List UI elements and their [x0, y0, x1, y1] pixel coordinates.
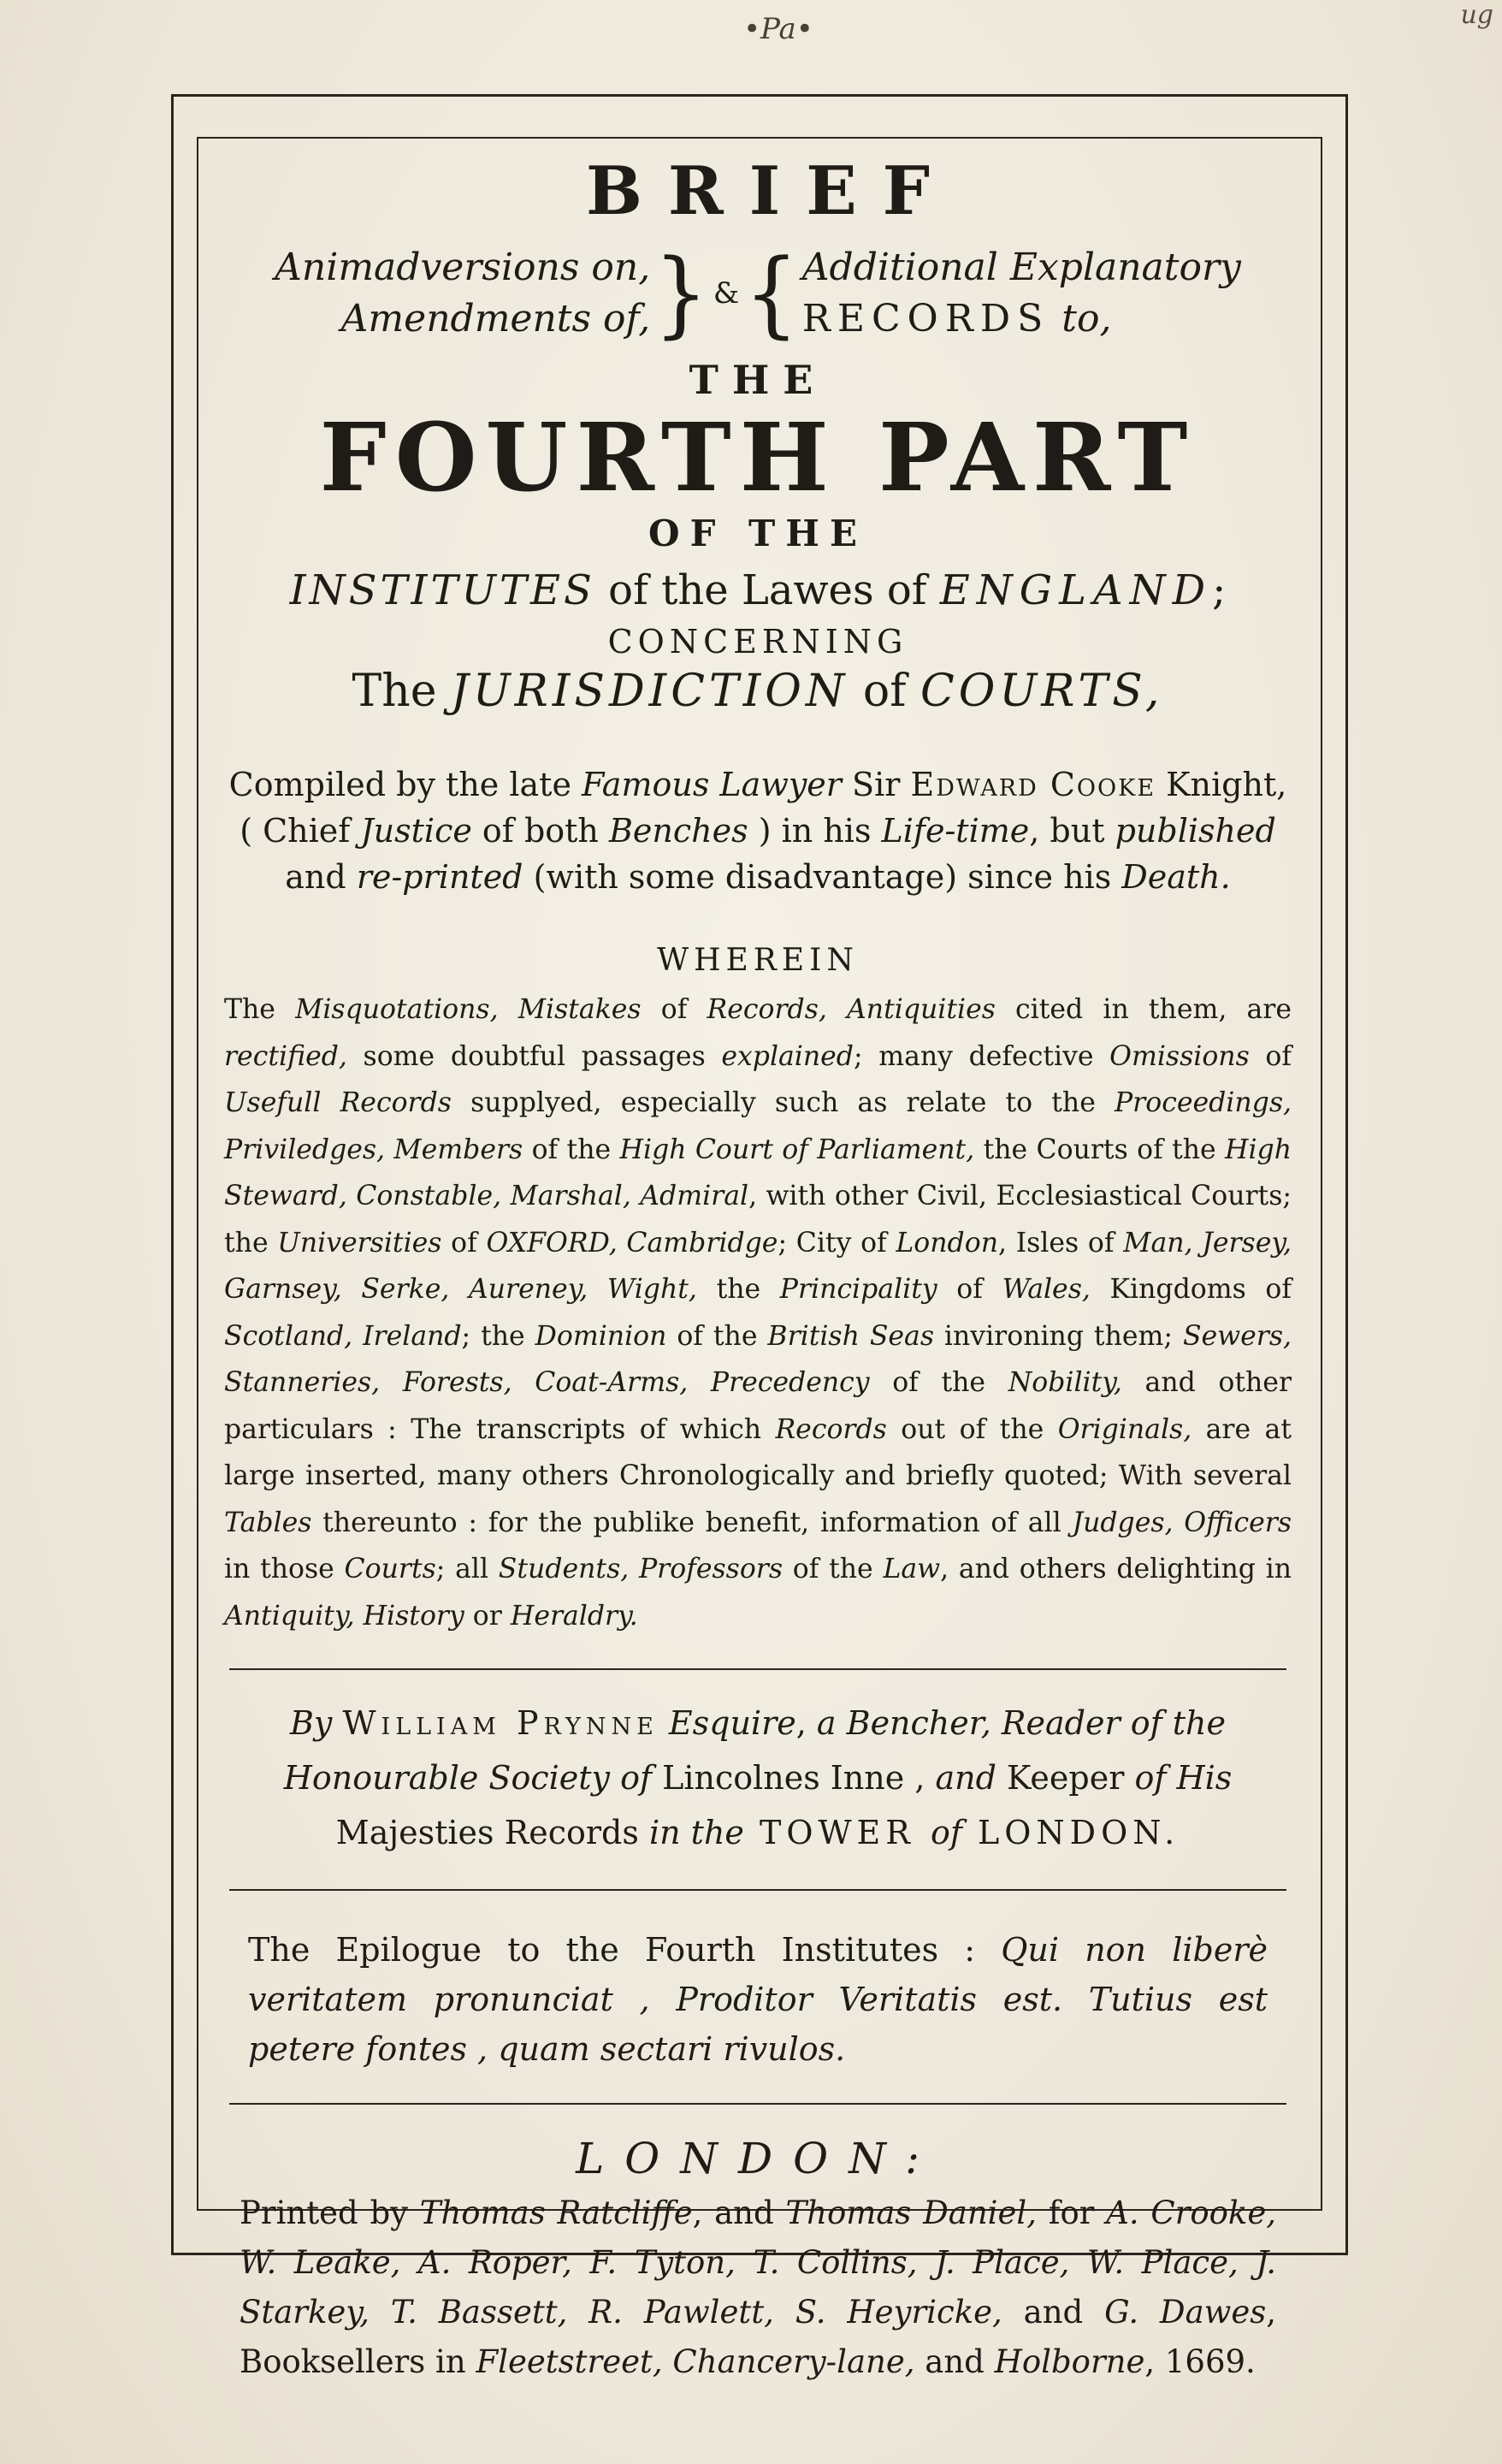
wherein-text: of the: [523, 1134, 620, 1165]
author-text: of: [931, 1814, 962, 1851]
subtitle-right: [802, 242, 1241, 345]
wherein-text: Law: [883, 1554, 941, 1584]
wherein-text: Antiquity, History: [224, 1600, 464, 1632]
wherein-text: London: [896, 1227, 998, 1259]
wherein-text: thereunto : for the publike benefit, information of all: [311, 1507, 1073, 1538]
wherein-text: the: [696, 1274, 780, 1305]
compiled-text: Life-time: [881, 812, 1030, 850]
compiled-text: Compiled by the late: [228, 766, 582, 803]
compiled-text: Sir: [841, 766, 911, 803]
wherein-body: [224, 986, 1292, 1639]
wherein-text: and other particulars : The transcripts of which: [224, 1367, 1292, 1445]
records-word: RECORDS: [801, 297, 1050, 341]
ampersand: &: [713, 276, 740, 311]
wherein-text: ; all: [435, 1554, 499, 1584]
wherein-text: Scotland, Ireland: [224, 1320, 462, 1352]
title-concerning: CONCERNING: [607, 623, 908, 660]
wherein-text: out of the: [886, 1413, 1058, 1445]
compiled-text: published: [1115, 812, 1276, 850]
epilogue-text: The Epilogue to the Fourth Institutes :: [248, 1931, 1002, 1969]
wherein-text: Principality: [779, 1274, 937, 1305]
wherein-text: or: [464, 1600, 511, 1632]
wherein-text: OXFORD, Cambridge: [486, 1227, 778, 1259]
wherein-text: Judges, Officers: [1072, 1507, 1292, 1538]
title-the: THE: [689, 357, 827, 403]
author-text: Esquire: [658, 1704, 796, 1742]
imprint-text: Holborne: [994, 2343, 1145, 2380]
juris-of: of: [849, 666, 920, 717]
compiled-text: Benches: [608, 812, 748, 850]
subtitle-right-line1: Additional Explanatory: [801, 246, 1241, 289]
wherein-text: Heraldry.: [510, 1600, 638, 1632]
wherein-text: Wales,: [1002, 1274, 1091, 1305]
wherein-text: some doubtful passages: [346, 1040, 722, 1072]
author-text: in the: [648, 1814, 744, 1851]
imprint-text: Printed by: [239, 2194, 420, 2231]
compiled-text: ) in his: [748, 812, 882, 850]
imprint-text: G. Dawes: [1104, 2294, 1267, 2331]
compiled-by-block: [214, 761, 1302, 900]
subtitle-left-line1: Animadversions on,: [275, 246, 651, 289]
imprint-text: , 1669.: [1144, 2343, 1256, 2380]
title-fourth-part: FOURTH PART: [319, 402, 1197, 512]
author-text: By: [289, 1704, 343, 1742]
wherein-text: Proceedings, Priviledges, Members: [224, 1087, 1292, 1165]
subtitle-left: [275, 242, 650, 345]
imprint-text: Thomas Ratcliffe: [419, 2194, 693, 2231]
author-text: TOWER: [743, 1814, 931, 1851]
wherein-text: ; the: [461, 1320, 535, 1352]
wherein-text: , with other Civil, Ecclesiastical Courts; the: [224, 1181, 1292, 1259]
imprint-text: , and: [692, 2194, 786, 2231]
courts-word: COURTS,: [920, 666, 1164, 717]
author-text: Lincolnes Inne ,: [652, 1759, 936, 1797]
title-subtitle-block: [214, 238, 1302, 348]
imprint-text: Fleetstreet, Chancery-lane,: [476, 2343, 915, 2380]
title-of-the: OF THE: [648, 512, 867, 554]
imprint-block: [239, 2189, 1276, 2387]
handwritten-annotation: •Pa•: [743, 12, 813, 46]
compiled-text: re-printed: [356, 858, 523, 896]
compiled-text: Knight,: [1156, 766, 1287, 803]
wherein-text: of the: [869, 1367, 1008, 1398]
epilogue-latin: Qui non liberè veritatem pronunciat , Proditor Veritatis est. Tutius est petere fontes , quam sectari rivulos.: [248, 1931, 1268, 2068]
wherein-text: , and others delighting in: [940, 1554, 1292, 1584]
wherein-text: of: [641, 994, 707, 1025]
wherein-text: invironing them;: [934, 1320, 1183, 1352]
institutes-end: ;: [1212, 566, 1227, 614]
author-text: and: [935, 1759, 996, 1797]
wherein-text: Kingdoms of: [1090, 1274, 1292, 1305]
wherein-text: Students, Professors: [498, 1554, 784, 1584]
title-institutes: [214, 566, 1302, 614]
wherein-text: Man, Jersey, Garnsey, Serke, Aureney, Wight,: [224, 1227, 1292, 1305]
wherein-text: Dominion: [535, 1320, 667, 1352]
wherein-heading: WHEREIN: [657, 943, 859, 978]
imprint-text: A. Crooke, W. Leake, A. Roper, F. Tyton, T. Collins, J. Place, W. Place, J. Starkey, T. Bassett, R. Pawlett, S. Heyricke,: [239, 2194, 1277, 2331]
author-text: Majesties Records: [335, 1814, 649, 1851]
wherein-text: ; many defective: [853, 1040, 1110, 1072]
author-text: Keeper: [996, 1759, 1135, 1797]
to-word: to,: [1050, 297, 1112, 341]
imprint-text: , Booksellers in: [239, 2294, 1276, 2380]
wherein-text: Records: [775, 1413, 887, 1445]
england-word: ENGLAND: [939, 566, 1213, 614]
wherein-text: Tables: [224, 1507, 312, 1538]
compiled-text: Death.: [1121, 858, 1231, 896]
subtitle-right-line2: [802, 293, 1241, 345]
wherein-text: Omissions: [1109, 1040, 1250, 1072]
wherein-text: explained: [721, 1040, 854, 1072]
author-name: William Prynne: [342, 1704, 659, 1742]
divider-rule: [229, 2103, 1286, 2105]
compiled-text: Edward Cooke: [910, 766, 1156, 803]
author-text: a Bencher, Reader of the Honourable Society of: [283, 1704, 1226, 1797]
author-text: of His: [1134, 1759, 1233, 1797]
wherein-text: , Isles of: [997, 1227, 1124, 1259]
wherein-text: in those: [224, 1554, 345, 1584]
imprint-text: Thomas Daniel,: [785, 2194, 1037, 2231]
compiled-text: and: [285, 858, 357, 896]
wherein-text: of the: [666, 1320, 768, 1352]
title-page: [214, 145, 1302, 2387]
wherein-text: ; City of: [778, 1227, 896, 1259]
author-block: [214, 1696, 1302, 1860]
author-text: ,: [795, 1704, 817, 1742]
wherein-text: the Courts of the: [974, 1134, 1226, 1165]
wherein-text: Originals,: [1057, 1413, 1192, 1445]
wherein-text: Nobility,: [1008, 1367, 1122, 1398]
wherein-text: Usefull Records: [224, 1087, 452, 1118]
compiled-text: ( Chief: [239, 812, 361, 850]
wherein-text: rectified,: [224, 1040, 347, 1072]
compiled-text: of both: [471, 812, 609, 850]
wherein-text: Misquotations, Mistakes: [295, 994, 642, 1025]
jurisdiction-word: JURISDICTION: [451, 666, 849, 717]
wherein-text: Sewers, Stanneries, Forests, Coat-Arms, Precedency: [224, 1320, 1292, 1398]
epilogue-block: [248, 1925, 1268, 2074]
imprint-text: for: [1037, 2194, 1107, 2231]
wherein-text: supplyed, especially such as relate to the: [451, 1087, 1115, 1118]
institutes-mid: of the Lawes of: [594, 566, 940, 614]
wherein-text: The: [224, 994, 296, 1025]
juris-the: The: [352, 666, 451, 717]
wherein-text: of: [441, 1227, 487, 1259]
imprint-london: LONDON:: [576, 2134, 940, 2183]
compiled-text: Justice: [360, 812, 472, 850]
wherein-text: are at large inserted, many others Chronologically and briefly quoted; With several: [224, 1413, 1292, 1491]
divider-rule: [229, 1889, 1286, 1891]
compiled-text: , but: [1029, 812, 1115, 850]
author-text: LONDON.: [961, 1814, 1180, 1851]
wherein-text: of the: [783, 1554, 884, 1584]
wherein-text: of: [937, 1274, 1002, 1305]
wherein-text: High Court of Parliament,: [619, 1134, 975, 1165]
wherein-text: of: [1249, 1040, 1292, 1072]
institutes-word: INSTITUTES: [289, 566, 595, 614]
brace-left-icon: {: [744, 238, 799, 348]
corner-annotation: ug: [1460, 0, 1493, 30]
wherein-text: British Seas: [767, 1320, 934, 1352]
subtitle-left-line2: Amendments of,: [340, 297, 651, 341]
wherein-text: High Steward, Constable, Marshal, Admiral: [224, 1134, 1292, 1211]
wherein-text: Records, Antiquities: [707, 994, 996, 1025]
brace-right-icon: }: [653, 238, 708, 348]
imprint-text: and: [914, 2343, 995, 2380]
wherein-text: Universities: [277, 1227, 442, 1259]
compiled-text: (with some disadvantage) since his: [523, 858, 1122, 896]
divider-rule: [229, 1668, 1286, 1670]
wherein-text: cited in them, are: [995, 994, 1292, 1025]
title-jurisdiction: [214, 666, 1302, 717]
imprint-text: and: [1002, 2294, 1105, 2331]
compiled-text: Famous Lawyer: [582, 766, 842, 803]
title-brief: BRIEF: [585, 152, 956, 230]
wherein-text: Courts: [344, 1554, 436, 1584]
